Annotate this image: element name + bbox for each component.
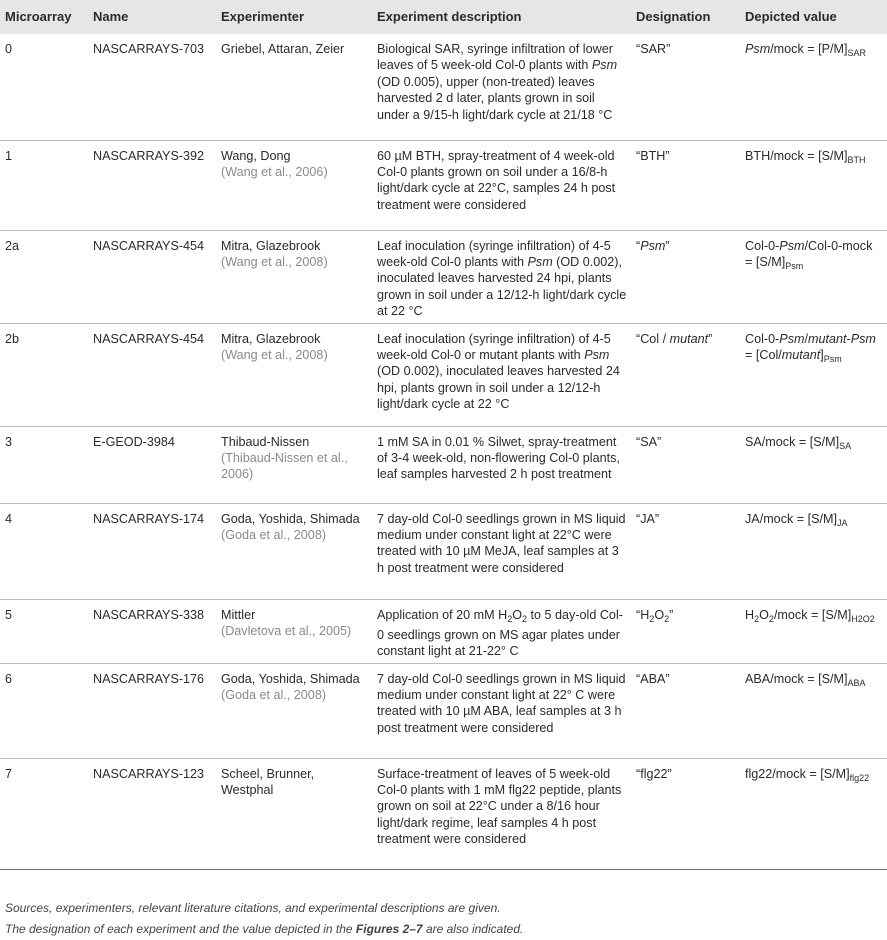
cell-description: 7 day-old Col-0 seedlings grown in MS liquid medium under constant light at 22° C were treated with 10 µM ABA, leaf samples at 3 h post treatment were considered [377,671,626,735]
cell-description: Leaf inoculation (syringe infiltration) of 4-5 week-old Col-0 or mutant plants with Psm (OD 0.002), inoculated leaves harvested 24 hpi, plants grown in soil under a 12/12-h light/dark cycle at 22 °C [377,331,620,412]
cell-depicted-value: flg22/mock = $[S/M]_{flg22}$ [745,766,870,783]
cell-depicted-value: SA/mock = $[S/M]_{SA}$ [745,434,852,451]
cell-name: NASCARRAYS-454 [93,238,205,253]
cell-experimenter [216,663,372,758]
cell-experimenter [216,323,372,426]
cell-experimenter [216,230,372,323]
citation-link[interactable]: (Wang et al., 2008) [221,347,328,362]
footnote-designation: The designation of each experiment and the value depicted in the Figures 2–7 are also indicated. [5,922,524,936]
cell-name: NASCARRAYS-454 [93,331,205,346]
experimenter-names: Mitra, Glazebrook [221,238,321,253]
cell-depicted-value: JA/mock = $[S/M]_{JA}$ [745,511,848,528]
cell-experimenter [216,503,372,599]
cell-name: NASCARRAYS-703 [93,42,205,56]
cell-depicted-value: $Col-0-Psm/mutant-Psm = [Col/mutant]_{Psm}$ [745,331,876,364]
cell-designation: “Col / mutant” [636,331,713,346]
experimenter-names: Scheel, Brunner, Westphal [221,766,315,797]
cell-depicted-value: $H_2O_2$/mock = $[S/M]_{H2O2}$ [745,607,875,624]
citation-link[interactable]: (Wang et al., 2006) [221,164,328,179]
cell-microarray: 7 [5,766,13,781]
experimenter-names: Goda, Yoshida, Shimada [221,511,360,526]
table-row [0,323,887,426]
citation-link[interactable]: (Goda et al., 2008) [221,687,327,702]
cell-description: Leaf inoculation (syringe infiltration) of 4-5 week-old Col-0 plants with Psm (OD 0.002), inoculated leaves harvested 24 hpi, plants grown in soil under a 12/12-h light/dark cycle at 22 °C [377,238,627,319]
citation-link[interactable]: (Davletova et al., 2005) [221,623,352,638]
cell-experimenter [216,599,372,663]
cell-experimenter [216,758,372,869]
cell-designation: “ABA” [636,671,670,686]
table-row [0,34,887,140]
experimenter-names: Griebel, Attaran, Zeier [221,42,345,56]
cell-description: 60 µM BTH, spray-treatment of 4 week-old Col-0 plants grown on soil under a 16/8-h light/dark cycle at 22°C, samples 24 h post treatment were considered [377,148,616,212]
table-footnotes [5,898,523,940]
cell-designation: “Psm” [636,238,670,253]
header-description: Experiment description [377,8,522,24]
cell-microarray: 0 [5,42,13,56]
cell-designation: “flg22” [636,766,672,781]
table-row [0,426,887,503]
cell-depicted-value: ABA/mock = $[S/M]_{ABA}$ [745,671,866,688]
cell-designation: “SAR” [636,42,671,56]
cell-description: Biological SAR, syringe infiltration of lower leaves of 5 week-old Col-0 plants with Psm (OD 0.005), upper (non-treated) leaves harvested 2 d later, plants grown in soil under a 9/15-h light/dark cycle at 21/18 °C [377,42,618,122]
table-row [0,503,887,599]
table-row [0,140,887,230]
experimenter-names: Goda, Yoshida, Shimada [221,671,360,686]
experimenter-names: Mittler [221,607,256,622]
cell-name: NASCARRAYS-176 [93,671,205,686]
cell-microarray: 4 [5,511,13,526]
header-microarray: Microarray [5,8,72,24]
cell-name: NASCARRAYS-123 [93,766,205,781]
cell-microarray: 5 [5,607,13,622]
experimenter-names: Thibaud-Nissen [221,434,310,449]
table-row [0,663,887,758]
cell-description: Application of 20 mM $H_2O_2$ to 5 day-old Col-0 seedlings grown on MS agar plates under constant light at 21-22° C [377,607,623,659]
citation-link[interactable]: (Thibaud-Nissen et al., 2006) [221,450,348,482]
cell-experimenter [216,34,372,140]
cell-name: NASCARRAYS-392 [93,148,205,163]
cell-designation: “SA” [636,434,662,449]
experimenter-names: Mitra, Glazebrook [221,331,321,346]
cell-microarray: 1 [5,148,13,163]
cell-depicted-value: Psm/mock = $[P/M]_{SAR}$ [745,42,867,58]
cell-name: NASCARRAYS-338 [93,607,205,622]
cell-name: NASCARRAYS-174 [93,511,205,526]
cell-designation: “JA” [636,511,660,526]
cell-experimenter [216,426,372,503]
header-name: Name [93,8,129,24]
cell-microarray: 6 [5,671,13,686]
cell-microarray: 2b [5,331,20,346]
table-row [0,599,887,663]
cell-name: E-GEOD-3984 [93,434,175,449]
cell-designation: “BTH” [636,148,670,163]
cell-designation: “$H_2O_2$” [636,607,674,624]
cell-experimenter [216,140,372,230]
cell-microarray: 3 [5,434,13,449]
citation-link[interactable]: (Wang et al., 2008) [221,254,328,269]
cell-description: Surface-treatment of leaves of 5 week-old Col-0 plants with 1 mM flg22 peptide, plants grown on soil at 22°C under a 8/16 hour light/dark regime, leaf samples 4 h post treatment were considered [377,766,622,847]
header-depicted-value: Depicted value [745,8,837,24]
header-designation: Designation [636,8,711,24]
experimenter-names: Wang, Dong [221,148,291,163]
footnote-sources: Sources, experimenters, relevant literature citations, and experimental descriptions are given. [5,901,501,915]
citation-link[interactable]: (Goda et al., 2008) [221,527,327,542]
cell-description: 7 day-old Col-0 seedlings grown in MS liquid medium under constant light at 22°C were treated with 10 µM MeJA, leaf samples at 3 h post treatment were considered [377,511,626,575]
cell-depicted-value: Col-0-Psm/Col-0-mock = $[S/M]_{Psm}$ [745,238,873,271]
header-row [0,0,887,34]
cell-description: 1 mM SA in 0.01 % Silwet, spray-treatment of 3-4 week-old, non-flowering Col-0 plants, leaf samples harvested 2 h post treatment [377,434,620,482]
cell-microarray: 2a [5,238,20,253]
table-row [0,758,887,869]
table-row [0,230,887,323]
header-experimenter: Experimenter [221,8,305,24]
cell-depicted-value: BTH/mock = $[S/M]_{BTH}$ [745,148,866,165]
